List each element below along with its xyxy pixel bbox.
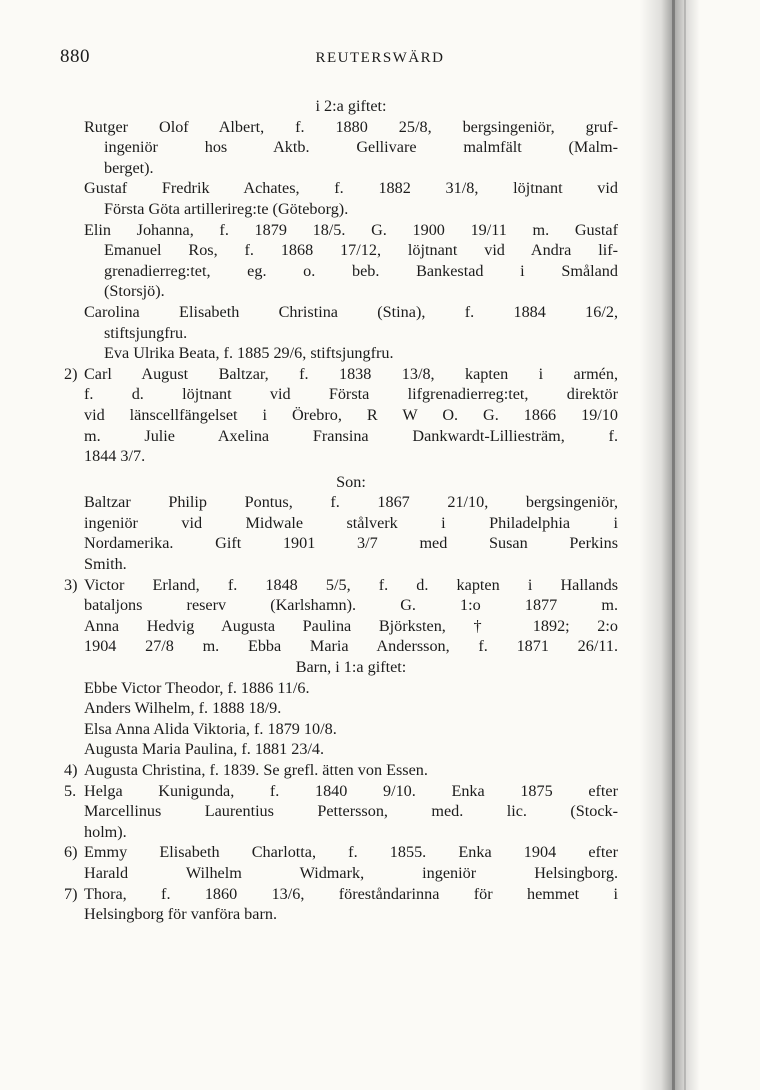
text-line: Augusta Christina, f. 1839. Se grefl. ätten von Essen. [84, 761, 428, 779]
book-gutter [640, 0, 700, 1090]
text-line: Första Göta artillerireg:te (Göteborg). [104, 199, 349, 218]
entry-number: 4) [64, 761, 78, 779]
text-line: 1904 27/8 m. Ebba Maria Andersson, f. 1871 26/11. [84, 637, 618, 656]
text-line: Smith. [84, 555, 127, 574]
text-line: Rutger Olof Albert, f. 1880 25/8, bergsingeniör, gruf- [84, 117, 618, 136]
text-line: Eva Ulrika Beata, f. 1885 29/6, stiftsjungfru. [104, 344, 394, 363]
page-number: 880 [60, 46, 90, 67]
text-line: f. d. löjtnant vid Första lifgrenadierreg:tet, direktör [84, 385, 618, 404]
text-line: m. Julie Axelina Fransina Dankwardt-Lilliesträm, f. [84, 426, 618, 445]
text-line: Marcellinus Laurentius Pettersson, med. lic. (Stock- [84, 802, 618, 821]
entry-number: 6) [64, 843, 78, 862]
text-line: ingeniör vid Midwale stålverk i Philadelphia i [84, 513, 618, 532]
text-line: Ebbe Victor Theodor, f. 1886 11/6. [84, 678, 310, 697]
entry-number: 2) [64, 364, 78, 383]
text-line: berget). [104, 158, 154, 177]
heading-second-marriage: i 2:a giftet: [315, 97, 387, 115]
text-line: Thora, f. 1860 13/6, föreståndarinna för hemmet i [84, 884, 618, 903]
gutter-shadow-line [672, 0, 675, 1090]
text-line: Emanuel Ros, f. 1868 17/12, löjtnant vid Andra lif- [104, 241, 618, 260]
gutter-shadow-line-2 [684, 0, 686, 1090]
text-line: bataljons reserv (Karlshamn). G. 1:o 1877 m. [84, 596, 618, 615]
entry-7 [64, 884, 618, 905]
text-line: grenadierreg:tet, eg. o. beb. Bankestad i Småland [104, 261, 618, 280]
text-line: Helsingborg för vanföra barn. [84, 905, 277, 924]
text-line: Baltzar Philip Pontus, f. 1867 21/10, bergsingeniör, [84, 493, 618, 512]
text-line: Anders Wilhelm, f. 1888 18/9. [84, 699, 282, 718]
entry-number: 7) [64, 884, 78, 903]
text-line: Victor Erland, f. 1848 5/5, f. d. kapten i Hallands [84, 575, 618, 594]
text-line: Augusta Maria Paulina, f. 1881 23/4. [84, 740, 325, 759]
text-line: Carl August Baltzar, f. 1838 13/8, kapten i armén, [84, 364, 618, 383]
text-line: Helga Kunigunda, f. 1840 9/10. Enka 1875 efter [84, 781, 618, 800]
text-line: ingeniör hos Aktb. Gellivare malmfält (Malm- [104, 138, 618, 157]
text-line: Harald Wilhelm Widmark, ingeniör Helsingborg. [84, 863, 618, 882]
heading-son: Son: [336, 472, 366, 491]
entry-number: 3) [64, 575, 78, 594]
text-line: vid länscellfängelset i Örebro, R W O. G. 1866 19/10 [84, 405, 618, 424]
text-line: Elsa Anna Alida Viktoria, f. 1879 10/8. [84, 719, 337, 738]
entry-6 [64, 842, 618, 863]
entry-5 [64, 781, 618, 802]
entry-2 [64, 364, 618, 385]
text-line: Gustaf Fredrik Achates, f. 1882 31/8, löjtnant vid [84, 179, 618, 198]
text-line: Nordamerika. Gift 1901 3/7 med Susan Perkins [84, 534, 618, 553]
entry-4 [64, 760, 618, 781]
text-line: 1844 3/7. [84, 447, 146, 466]
running-head: REUTERSWÄRD [315, 50, 445, 66]
entry-number: 5. [64, 781, 77, 800]
text-line: stiftsjungfru. [104, 323, 188, 342]
text-line: Anna Hedvig Augusta Paulina Björksten, † 1892; 2:o [84, 616, 618, 635]
text-line: holm). [84, 822, 127, 841]
heading-children: Barn, i 1:a giftet: [295, 658, 407, 677]
text-line: Emmy Elisabeth Charlotta, f. 1855. Enka 1904 efter [84, 843, 618, 862]
page-body [64, 96, 618, 925]
entry-3 [64, 575, 618, 596]
text-line: (Storsjö). [104, 282, 165, 301]
text-line: Carolina Elisabeth Christina (Stina), f. 1884 16/2, [84, 302, 618, 321]
text-line: Elin Johanna, f. 1879 18/5. G. 1900 19/11 m. Gustaf [84, 220, 618, 239]
